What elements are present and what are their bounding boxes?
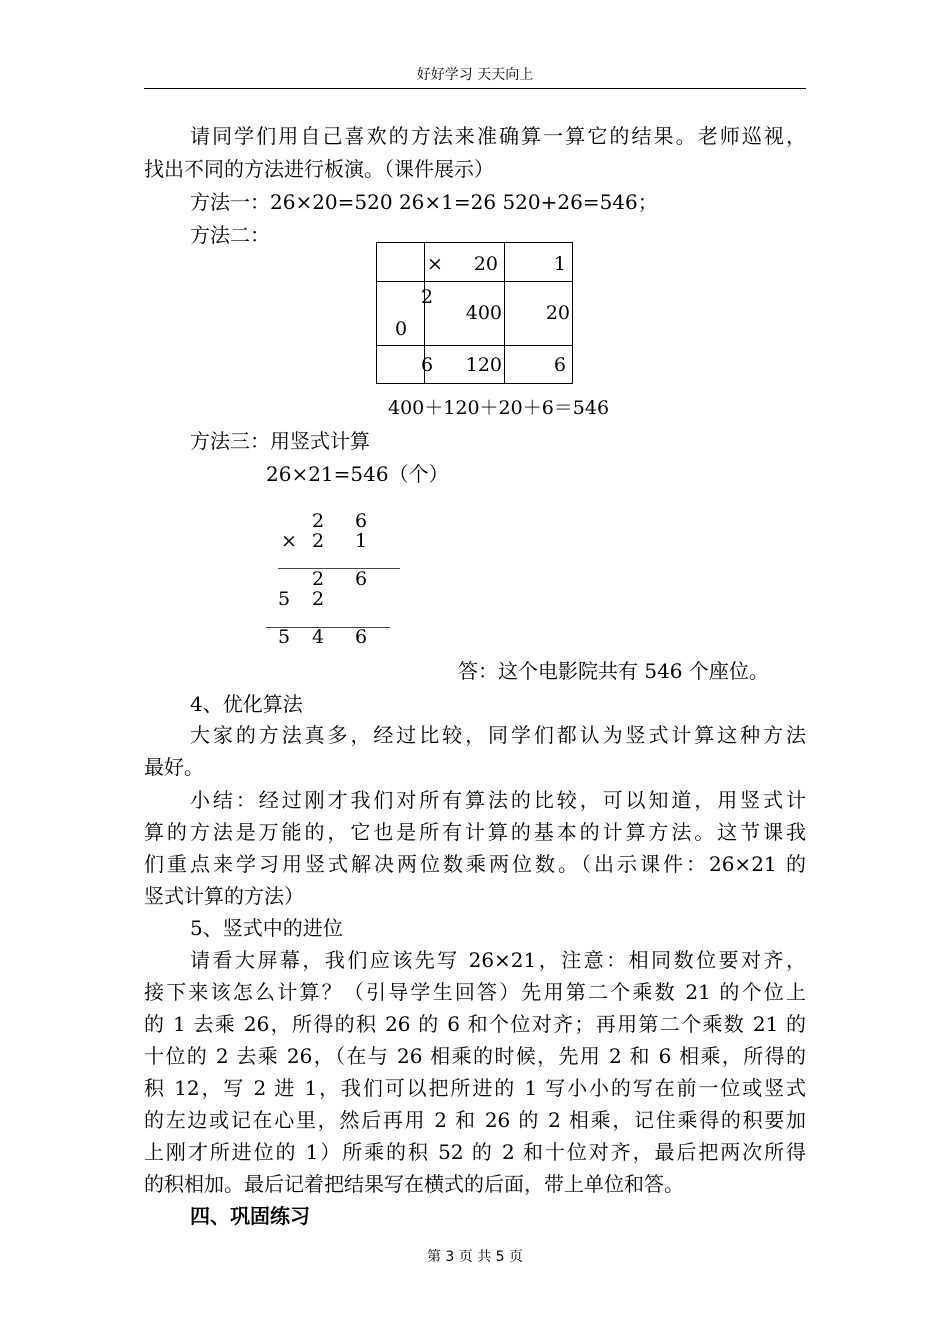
grid-corner — [377, 243, 425, 282]
digit: 4 — [312, 626, 325, 648]
times-sign: × — [427, 253, 443, 275]
paragraph-line: 请同学们用自己喜欢的方法来准确算一算它的结果。老师巡视， — [190, 124, 806, 148]
paragraph-line: 大家的方法真多，经过比较，同学们都认为竖式计算这种方法 — [190, 723, 806, 747]
equation: 26×21=546（个） — [266, 462, 449, 486]
grid-header-20 — [425, 243, 505, 282]
paragraph-line: 找出不同的方法进行板演。（课件展示） — [144, 157, 494, 181]
digit: 2 — [312, 568, 325, 590]
paragraph-line: 小结：经过刚才我们对所有算法的比较，可以知道，用竖式计 — [190, 788, 806, 812]
digit: 2 — [312, 510, 325, 532]
grid-header-1 — [505, 243, 573, 282]
method-one: 方法一：26×20=520 26×1=26 520+26=546； — [190, 190, 658, 214]
grid-value: 20 — [545, 302, 570, 324]
grid-value: 1 — [553, 253, 566, 275]
grid-value: 120 — [465, 354, 502, 376]
grid-sum: 400＋120＋20＋6＝546 — [388, 397, 610, 419]
digit: 1 — [355, 530, 368, 552]
grid-value: 6 — [553, 354, 566, 376]
grid-label: 0 — [395, 318, 408, 340]
paragraph-line: 上刚才所进位的 1）所乘的积 52 的 2 和十位对齐，最后把两次所得 — [144, 1140, 806, 1164]
paragraph-line: 请看大屏幕，我们应该先写 26×21，注意：相同数位要对齐， — [190, 948, 806, 972]
grid-label: 6 — [421, 354, 434, 376]
grid-row-label-20 — [377, 282, 425, 346]
grid-cell — [421, 282, 505, 346]
paragraph-line: 的左边或记在心里，然后再用 2 和 26 的 2 相乘，记住乘得的积要加 — [144, 1108, 806, 1132]
section-heading: 4、优化算法 — [190, 692, 303, 716]
paragraph-line: 十位的 2 去乘 26，（在与 26 相乘的时候，先用 2 和 6 相乘，所得的 — [144, 1044, 806, 1068]
section-heading: 四、巩固练习 — [190, 1204, 310, 1228]
grid-value: 20 — [473, 253, 498, 275]
page-header: 好好学习 天天向上 — [416, 67, 534, 83]
grid-cell — [505, 282, 573, 346]
method-three-label: 方法三：用竖式计算 — [190, 429, 370, 453]
digit: 6 — [355, 626, 368, 648]
method-two-label: 方法二： — [190, 223, 270, 247]
digit: 6 — [355, 510, 368, 532]
digit: 5 — [278, 588, 291, 610]
header-divider — [144, 88, 806, 89]
paragraph-line: 积 12，写 2 进 1，我们可以把所进的 1 写小小的写在前一位或竖式 — [144, 1076, 806, 1100]
grid-row-label-6 — [377, 346, 425, 384]
times-sign: × — [281, 530, 297, 552]
paragraph-line: 的积相加。最后记着把结果写在横式的后面，带上单位和答。 — [144, 1172, 684, 1196]
paragraph-line: 接下来该怎么计算？（引导学生回答）先用第二个乘数 21 的个位上 — [144, 980, 806, 1004]
digit: 6 — [355, 568, 368, 590]
digit: 2 — [312, 588, 325, 610]
grid-cell — [505, 346, 573, 384]
paragraph-line: 算的方法是万能的，它也是所有计算的基本的计算方法。这节课我 — [144, 820, 806, 844]
grid-label: 2 — [421, 286, 434, 308]
page-footer: 第 3 页 共 5 页 — [426, 1249, 524, 1265]
digit: 5 — [278, 626, 291, 648]
answer: 答：这个电影院共有 546 个座位。 — [458, 659, 769, 683]
multiplication-grid — [376, 242, 573, 384]
paragraph-line: 最好。 — [144, 755, 204, 779]
grid-cell — [421, 346, 505, 384]
paragraph-line: 们重点来学习用竖式解决两位数乘两位数。（出示课件：26×21 的 — [144, 852, 806, 876]
digit: 2 — [312, 530, 325, 552]
grid-value: 400 — [465, 302, 502, 324]
paragraph-line: 的 1 去乘 26，所得的积 26 的 6 和个位对齐；再用第二个乘数 21 的 — [144, 1012, 806, 1036]
paragraph-line: 竖式计算的方法） — [144, 884, 304, 908]
section-heading: 5、竖式中的进位 — [190, 916, 343, 940]
rule-line — [278, 568, 400, 569]
